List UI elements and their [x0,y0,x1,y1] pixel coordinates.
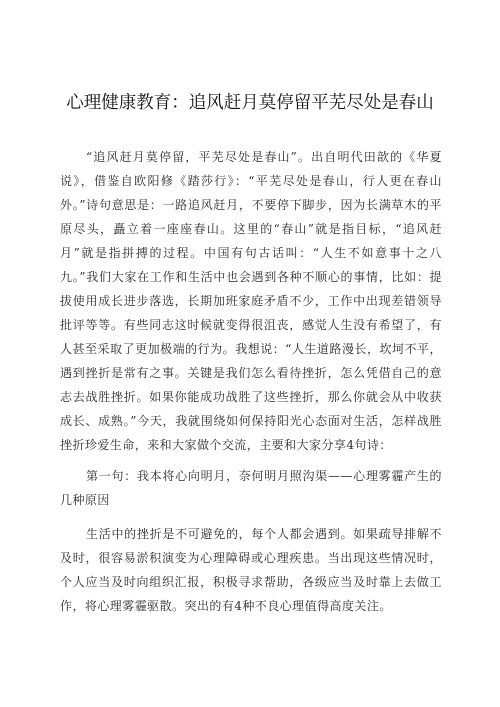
document-title: 心理健康教育：追风赶月莫停留平芜尽处是春山 [66,93,434,113]
body-paragraph: 生活中的挫折是不可避免的，每个人都会遇到。如果疏导排解不及时，很容易淤积演变为心理障碍或心理疾患。当出现这些情况时，个人应当及时向组织汇报，积极寻求帮助，各级应当及时靠上去做工作，将心理雾霾驱散。突出的有4种不良心理值得高度关注。 [60,527,442,613]
section-heading-paragraph: 第一句：我本将心向明月，奈何明月照沟渠——心理雾霾产生的几种原因 [60,469,442,507]
intro-paragraph: “追风赶月莫停留，平芜尽处是春山”。出自明代田歆的《华夏说》，借鉴自欧阳修《踏莎行》：“平芜尽处是春山，行人更在春山外。”诗句意思是：一路追风赶月，不要停下脚步，因为长满草木的平原尽头，矗立着一座座春山。这里的“春山”就是指目标，“追风赶月”就是指拼搏的过程。中国有句古话叫：“人生不如意事十之八九。”我们大家在工作和生活中也会遇到各种不顺心的事情，比如：提拔使用成长进步落选，长期加班家庭矛盾不少，工作中出现差错领导批评等等。有些同志这时候就变得很沮丧，感觉人生没有希望了，有人甚至采取了更加极端的行为。我想说：“人生道路漫长，坎坷不平，遇到挫折是常有之事。关键是我们怎么看待挫折，怎么凭借自己的意志去战胜挫折。如果你能成功战胜了这些挫折，那么你就会从中收获成长、成熟。”今天，我就围绕如何保持阳光心态面对生活，怎样战胜挫折珍爱生命，来和大家做个交流，主要和大家分享4句诗： [60,150,442,452]
